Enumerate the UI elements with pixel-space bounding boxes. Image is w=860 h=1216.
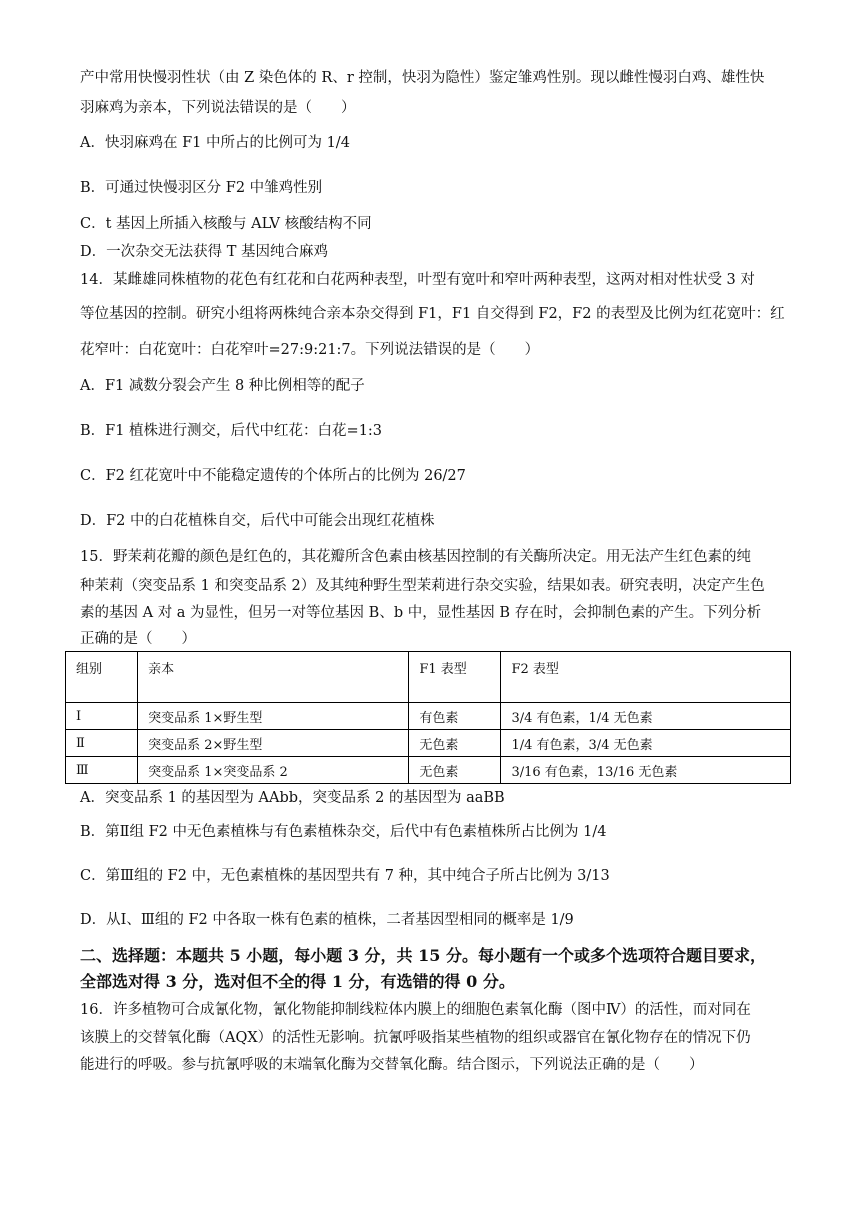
q15-stem-line-3: 素的基因 A 对 a 为显性，但另一对等位基因 B、b 中，显性基因 B 存在时，会抑制色素的产生。下列分析 [80,605,762,621]
header-f2: F2 表型 [501,652,791,703]
results-table [65,651,791,784]
cell-group: Ⅱ [66,730,138,757]
q15-option-c: C．第Ⅲ组的 F2 中，无色素植株的基因型共有 7 种，其中纯合子所占比例为 3/13 [80,868,610,884]
q14-option-a: A．F1 减数分裂会产生 8 种比例相等的配子 [80,378,365,394]
q13-option-d: D．一次杂交无法获得 T 基因纯合麻鸡 [80,244,329,260]
table-row [66,757,791,784]
header-group: 组别 [66,652,138,703]
q14-stem-line-3: 花窄叶：白花宽叶：白花窄叶=27:9:21:7。下列说法错误的是（ ） [80,342,540,358]
q13-option-b: B．可通过快慢羽区分 F2 中雏鸡性别 [80,180,323,196]
q16-stem-line-3: 能进行的呼吸。参与抗氰呼吸的末端氧化酶为交替氧化酶。结合图示，下列说法正确的是（ ） [80,1057,704,1073]
q15-option-b: B．第Ⅱ组 F2 中无色素植株与有色素植株杂交，后代中有色素植株所占比例为 1/4 [80,824,607,840]
cell-f2: 3/16 有色素，13/16 无色素 [501,757,791,784]
q15-stem-line-2: 种茉莉（突变品系 1 和突变品系 2）及其纯种野生型茉莉进行杂交实验，结果如表。研究表明，决定产生色 [80,578,765,594]
cell-parents: 突变品系 1×野生型 [138,703,409,730]
q13-stem-line-2: 羽麻鸡为亲本，下列说法错误的是（ ） [80,100,356,116]
cell-group: Ⅰ [66,703,138,730]
cell-group: Ⅲ [66,757,138,784]
q16-stem-line-2: 该膜上的交替氧化酶（AQX）的活性无影响。抗氰呼吸指某些植物的组织或器官在氰化物存在的情况下仍 [80,1030,751,1046]
section-two-heading-line-2: 全部选对得 3 分，选对但不全的得 1 分，有选错的得 0 分。 [80,972,515,991]
q14-option-c: C．F2 红花宽叶中不能稳定遗传的个体所占的比例为 26/27 [80,468,466,484]
header-parents: 亲本 [138,652,409,703]
cell-f1: 有色素 [409,703,501,730]
q13-option-a: A．快羽麻鸡在 F1 中所占的比例可为 1/4 [80,135,350,151]
cell-f1: 无色素 [409,730,501,757]
q14-stem-line-2: 等位基因的控制。研究小组将两株纯合亲本杂交得到 F1，F1 自交得到 F2，F2 的表型及比例为红花宽叶：红 [80,306,785,322]
cell-f1: 无色素 [409,757,501,784]
q14-option-d: D．F2 中的白花植株自交，后代中可能会出现红花植株 [80,513,435,529]
q15-stem-line-4: 正确的是（ ） [80,631,196,647]
table-header-row [66,652,791,703]
q14-stem-line-1: 14．某雌雄同株植物的花色有红花和白花两种表型，叶型有宽叶和窄叶两种表型，这两对相对性状受 3 对 [80,272,755,288]
q14-option-b: B．F1 植株进行测交，后代中红花：白花=1:3 [80,423,383,439]
q15-stem-line-1: 15．野茉莉花瓣的颜色是红色的，其花瓣所含色素由核基因控制的有关酶所决定。用无法产生红色素的纯 [80,549,751,565]
cell-parents: 突变品系 2×野生型 [138,730,409,757]
q13-stem-line-1: 产中常用快慢羽性状（由 Z 染色体的 R、r 控制，快羽为隐性）鉴定雏鸡性别。现以雌性慢羽白鸡、雄性快 [80,70,765,86]
table-row [66,730,791,757]
q13-option-c: C．t 基因上所插入核酸与 ALV 核酸结构不同 [80,216,372,232]
cell-parents: 突变品系 1×突变品系 2 [138,757,409,784]
table-row [66,703,791,730]
cell-f2: 1/4 有色素，3/4 无色素 [501,730,791,757]
q15-option-a: A．突变品系 1 的基因型为 AAbb，突变品系 2 的基因型为 aaBB [80,790,505,806]
header-f1: F1 表型 [409,652,501,703]
cell-f2: 3/4 有色素，1/4 无色素 [501,703,791,730]
q15-option-d: D．从Ⅰ、Ⅲ组的 F2 中各取一株有色素的植株，二者基因型相同的概率是 1/9 [80,912,574,928]
section-two-heading-line-1: 二、选择题：本题共 5 小题，每小题 3 分，共 15 分。每小题有一个或多个选项符合题目要求， [80,946,766,965]
q16-stem-line-1: 16．许多植物可合成氰化物，氰化物能抑制线粒体内膜上的细胞色素氧化酶（图中Ⅳ）的活性，而对同在 [80,1002,751,1018]
